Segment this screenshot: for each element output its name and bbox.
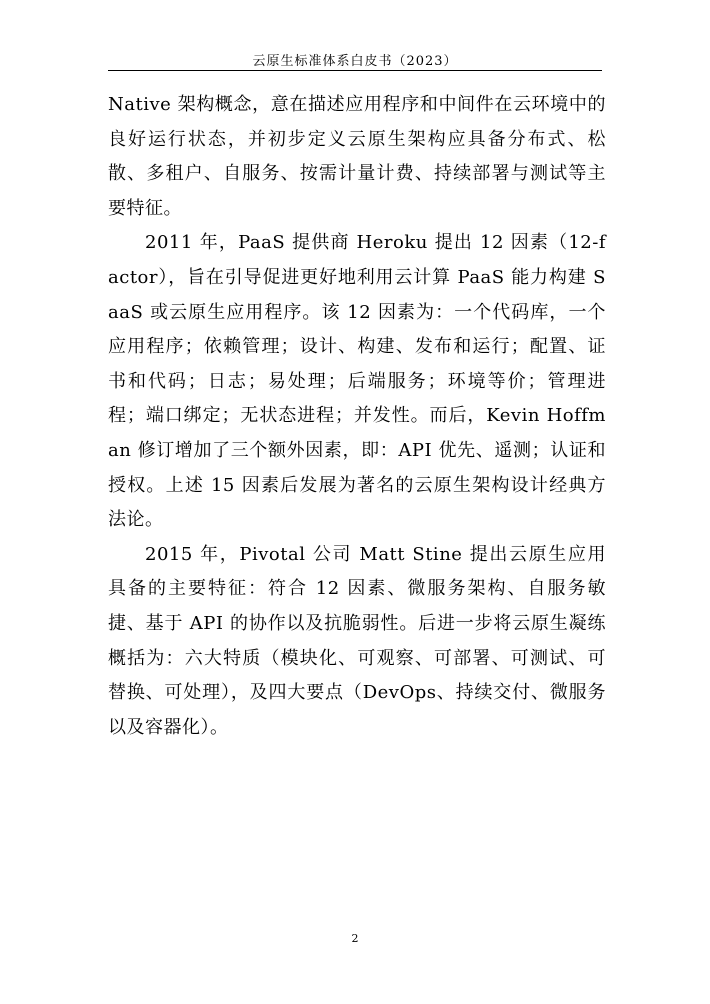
document-body [108, 88, 606, 745]
page-number: 2 [351, 932, 359, 945]
paragraph-pivotal-cloud-native: 2015 年，Pivotal 公司 Matt Stine 提出云原生应用具备的主要特征：符合 12 因素、微服务架构、自服务敏捷、基于 API 的协作以及抗脆弱性。后进一步将云原生凝练概括为：六大特质（模块化、可观察、可部署、可测试、可替换、可处理），及四大要点（DevOps、持续交付、微服务以及容器化）。 [108, 543, 606, 738]
page-header-title: 云原生标准体系白皮书（2023） [252, 54, 458, 69]
header-divider [108, 70, 602, 71]
paragraph-continued: Native 架构概念，意在描述应用程序和中间件在云环境中的良好运行状态，并初步定义云原生架构应具备分布式、松散、多租户、自服务、按需计量计费、持续部署与测试等主要特征。 [108, 94, 606, 219]
paragraph-heroku-12-factor: 2011 年，PaaS 提供商 Heroku 提出 12 因素（12-factor），旨在引导促进更好地利用云计算 PaaS 能力构建 SaaS 或云原生应用程序。该 12 因素为：一个代码库，一个应用程序；依赖管理；设计、构建、发布和运行；配置、证书和代码；日志；易处理；后端服务；环境等价；管理进程；端口绑定；无状态进程；并发性。而后，Kevin Hoffman 修订增加了三个额外因素，即：API 优先、遥测；认证和授权。上述 15 因素后发展为著名的云原生架构设计经典方法论。 [108, 232, 606, 531]
